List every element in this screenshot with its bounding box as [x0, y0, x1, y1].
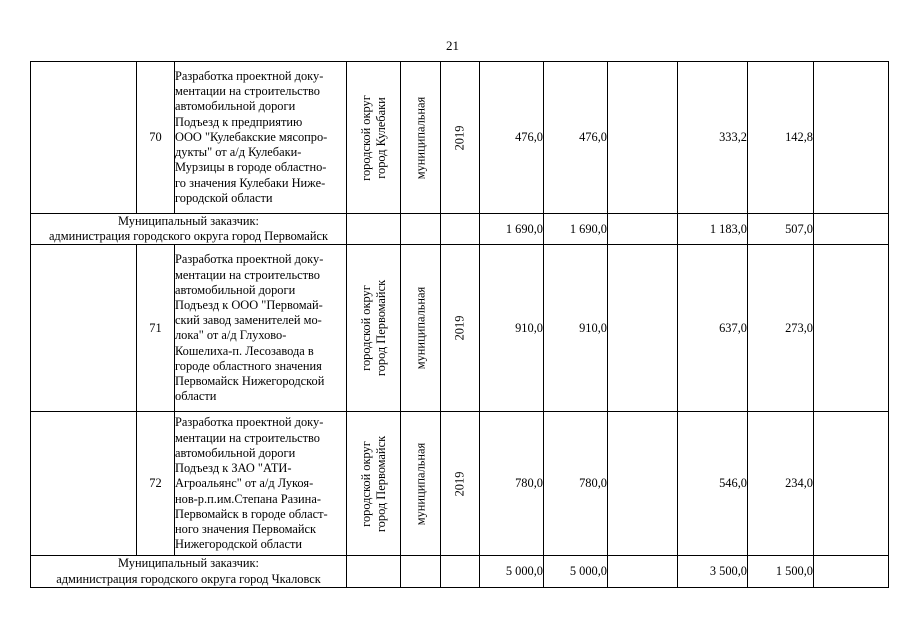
- object-description: [175, 62, 347, 214]
- description-line: ного значения Первомайск: [175, 521, 316, 536]
- description-line: Подъезд к ООО "Первомай-: [175, 298, 323, 312]
- empty-cell: [441, 556, 480, 587]
- value-year: 5 000,0: [544, 556, 608, 587]
- description-line: ментации на строительство: [175, 430, 320, 445]
- row-number: 71: [137, 245, 175, 412]
- table-row: [31, 412, 889, 556]
- description-line: автомобильной дороги: [175, 282, 296, 297]
- description-line: Нижегородской области: [175, 537, 303, 552]
- description-line: Разработка проектной доку-: [175, 415, 324, 430]
- value-total: 910,0: [480, 245, 544, 412]
- empty-cell: [31, 412, 137, 556]
- empty-cell: [441, 214, 480, 245]
- value-federal: [608, 245, 678, 412]
- customer-row: [31, 556, 889, 587]
- customer-line: Муниципальный заказчик:: [118, 556, 259, 571]
- ownership-cell: [401, 245, 441, 412]
- municipality-line: город Кулебаки: [373, 96, 388, 179]
- value-other: [814, 556, 889, 587]
- value-year: 476,0: [544, 62, 608, 214]
- value-year: 1 690,0: [544, 214, 608, 245]
- customer-line: администрация городского округа город Чкаловск: [56, 571, 321, 586]
- empty-cell: [401, 556, 441, 587]
- municipality-line: город Первомайск: [373, 435, 388, 532]
- year-text: 2019: [452, 471, 467, 497]
- row-number: 72: [137, 412, 175, 556]
- customer-line: администрация городского округа город Первомайск: [48, 229, 329, 244]
- description-line: лока" от а/д Глухово-: [175, 328, 287, 343]
- value-other: [814, 245, 889, 412]
- ownership-cell: [401, 62, 441, 214]
- customer-label: [31, 214, 347, 245]
- municipality-line: городской округ: [358, 285, 373, 372]
- description-line: городской области: [175, 190, 273, 205]
- ownership-text: муниципальная: [413, 96, 427, 179]
- table-row: [31, 245, 889, 412]
- customer-line: Муниципальный заказчик:: [118, 214, 259, 228]
- value-local: 142,8: [748, 62, 814, 214]
- description-line: дукты" от а/д Кулебаки-: [175, 145, 302, 160]
- object-description: [175, 412, 347, 556]
- value-total: 1 690,0: [480, 214, 544, 245]
- description-line: ский завод заменителей мо-: [175, 313, 322, 328]
- value-local: 1 500,0: [748, 556, 814, 587]
- value-year: 910,0: [544, 245, 608, 412]
- description-line: ментации на строительство: [175, 84, 320, 99]
- table-row: [31, 62, 889, 214]
- year-cell: [441, 62, 480, 214]
- page-number: 21: [446, 38, 459, 53]
- value-federal: [608, 412, 678, 556]
- municipality-cell: [347, 245, 401, 412]
- description-line: Мурзицы в городе областно-: [175, 160, 327, 175]
- value-other: [814, 214, 889, 245]
- description-line: Подъезд к ЗАО "АТИ-: [175, 461, 292, 476]
- value-local: 507,0: [748, 214, 814, 245]
- description-line: Подъезд к предприятию: [175, 114, 303, 129]
- value-year: 780,0: [544, 412, 608, 556]
- empty-cell: [31, 245, 137, 412]
- municipality-line: город Первомайск: [373, 280, 388, 377]
- value-federal: [608, 62, 678, 214]
- year-cell: [441, 412, 480, 556]
- description-line: Кошелиха-п. Лесозавода в: [175, 343, 314, 358]
- municipality-line: городской округ: [358, 94, 373, 181]
- empty-cell: [347, 214, 401, 245]
- ownership-cell: [401, 412, 441, 556]
- description-line: Агроальянс" от а/д Лукоя-: [175, 476, 314, 491]
- ownership-text: муниципальная: [413, 287, 427, 370]
- value-total: 780,0: [480, 412, 544, 556]
- value-regional: 1 183,0: [678, 214, 748, 245]
- value-federal: [608, 556, 678, 587]
- value-regional: 546,0: [678, 412, 748, 556]
- municipality-cell: [347, 412, 401, 556]
- description-line: автомобильной дороги: [175, 99, 296, 114]
- value-total: 5 000,0: [480, 556, 544, 587]
- value-other: [814, 62, 889, 214]
- empty-cell: [347, 556, 401, 587]
- year-cell: [441, 245, 480, 412]
- value-local: 234,0: [748, 412, 814, 556]
- description-line: Разработка проектной доку-: [175, 252, 324, 267]
- description-line: нов-р.п.им.Степана Разина-: [175, 491, 321, 506]
- year-text: 2019: [452, 316, 467, 341]
- description-line: Первомайск в городе област-: [175, 506, 328, 521]
- description-line: ООО "Кулебакские мясопро-: [175, 129, 328, 144]
- description-line: городе областного значения: [175, 358, 322, 373]
- municipality-cell: [347, 62, 401, 214]
- object-description: [175, 245, 347, 412]
- budget-table: [30, 61, 889, 588]
- municipality-line: городской округ: [358, 441, 373, 527]
- value-other: [814, 412, 889, 556]
- value-total: 476,0: [480, 62, 544, 214]
- ownership-text: муниципальная: [413, 442, 427, 526]
- value-regional: 3 500,0: [678, 556, 748, 587]
- value-regional: 333,2: [678, 62, 748, 214]
- value-regional: 637,0: [678, 245, 748, 412]
- value-local: 273,0: [748, 245, 814, 412]
- description-line: Первомайск Нижегородской: [175, 374, 325, 389]
- year-text: 2019: [452, 125, 467, 150]
- customer-label: [31, 556, 347, 587]
- customer-row: [31, 214, 889, 245]
- row-number: 70: [137, 62, 175, 214]
- description-line: области: [175, 389, 217, 404]
- description-line: ментации на строительство: [175, 267, 320, 282]
- description-line: Разработка проектной доку-: [175, 69, 324, 84]
- description-line: автомобильной дороги: [175, 445, 296, 460]
- value-federal: [608, 214, 678, 245]
- description-line: го значения Кулебаки Ниже-: [175, 175, 326, 190]
- empty-cell: [401, 214, 441, 245]
- empty-cell: [31, 62, 137, 214]
